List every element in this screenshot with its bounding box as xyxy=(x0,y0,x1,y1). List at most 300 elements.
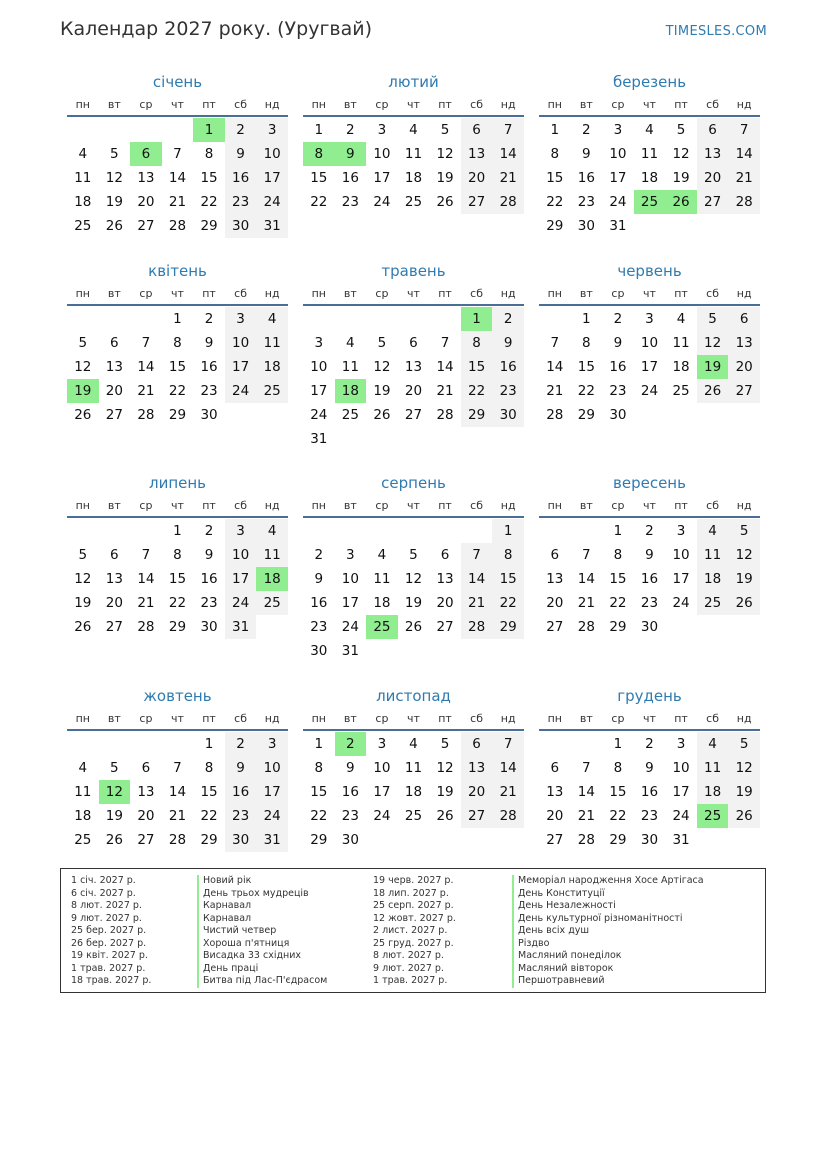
empty-cell xyxy=(99,118,131,142)
week-row xyxy=(67,615,288,639)
day-cell: 2 xyxy=(346,122,355,138)
weekday-label: нд xyxy=(736,287,752,300)
week-row xyxy=(303,615,524,639)
weekday-label: вт xyxy=(579,712,593,725)
empty-cell xyxy=(225,403,257,427)
day-cell: 22 xyxy=(168,383,187,399)
week-row xyxy=(67,804,288,828)
legend-holiday-name: Хороша п'ятниця xyxy=(197,938,327,951)
weekday-label: вт xyxy=(343,287,357,300)
empty-cell xyxy=(130,307,162,331)
week-row xyxy=(303,331,524,355)
day-cell: 2 xyxy=(204,311,214,327)
day-cell: 16 xyxy=(200,571,218,587)
empty-cell xyxy=(697,214,729,238)
day-cell: 1 xyxy=(613,523,623,539)
weekday-label: пн xyxy=(311,98,326,111)
day-cell: 13 xyxy=(546,571,564,587)
day-cell: 21 xyxy=(577,808,595,824)
legend-date: 8 лют. 2027 р. xyxy=(71,900,142,911)
week-row xyxy=(67,828,288,852)
month-block xyxy=(539,686,760,852)
weekday-label: чт xyxy=(407,712,420,725)
weekday-header xyxy=(303,496,524,516)
day-cell: 22 xyxy=(168,595,187,611)
page-title: Календар 2027 року. (Уругвай) xyxy=(60,18,373,40)
empty-cell xyxy=(429,639,461,663)
weekday-header xyxy=(303,95,524,115)
weekday-label: вт xyxy=(579,499,593,512)
month-name: квітень xyxy=(148,262,207,280)
empty-cell xyxy=(571,732,603,756)
empty-cell xyxy=(728,403,760,427)
day-cell: 19 xyxy=(105,808,123,824)
weekend-day: 15 xyxy=(492,567,524,591)
holiday-day: 18 xyxy=(335,379,367,403)
day-cell: 18 xyxy=(640,170,659,186)
empty-cell xyxy=(162,732,194,756)
legend-date: 25 груд. 2027 р. xyxy=(373,937,454,949)
day-cell: 1 xyxy=(314,122,324,138)
day-cell: 13 xyxy=(137,784,155,800)
day-cell: 26 xyxy=(436,194,454,210)
weekend-day: 28 xyxy=(492,804,524,828)
day-cell: 11 xyxy=(672,335,690,351)
day-cell: 13 xyxy=(436,571,454,587)
weekday-label: нд xyxy=(500,712,516,725)
week-row xyxy=(539,567,760,591)
week-row xyxy=(67,567,288,591)
holiday-day: 1 xyxy=(193,118,225,142)
day-cell: 7 xyxy=(173,760,182,776)
weekend-day: 31 xyxy=(256,214,288,238)
day-cell: 18 xyxy=(74,808,92,824)
weekday-label: пт xyxy=(674,712,688,725)
day-cell: 21 xyxy=(137,595,155,611)
weekend-day: 14 xyxy=(461,567,493,591)
weekend-day: 19 xyxy=(728,780,760,804)
legend-holiday-name: Карнавал xyxy=(197,900,327,913)
week-row xyxy=(539,519,760,543)
day-cell: 16 xyxy=(200,359,218,375)
day-cell: 26 xyxy=(105,218,123,234)
empty-cell xyxy=(67,519,99,543)
holiday-day: 19 xyxy=(697,355,729,379)
weekday-label: сб xyxy=(470,712,484,725)
day-cell: 30 xyxy=(640,832,659,848)
week-row xyxy=(67,519,288,543)
day-cell: 21 xyxy=(137,383,155,399)
week-row xyxy=(303,307,524,331)
day-cell: 20 xyxy=(105,595,123,611)
day-cell: 22 xyxy=(577,383,595,399)
holiday-day: 8 xyxy=(303,142,335,166)
legend-date: 6 січ. 2027 р. xyxy=(71,887,136,899)
weekday-label: нд xyxy=(264,712,280,725)
day-cell: 17 xyxy=(341,595,359,611)
day-cell: 14 xyxy=(137,571,155,587)
day-cell: 27 xyxy=(105,619,123,635)
day-cell: 17 xyxy=(373,170,391,186)
day-cell: 5 xyxy=(440,122,450,138)
weekend-day: 22 xyxy=(492,591,524,615)
weekend-day: 23 xyxy=(225,190,257,214)
empty-cell xyxy=(697,828,729,852)
day-cell: 3 xyxy=(645,311,654,327)
weekday-label: пн xyxy=(311,287,326,300)
weekday-label: пт xyxy=(202,499,216,512)
empty-cell xyxy=(366,519,398,543)
legend-holiday-name: Масляний вівторок xyxy=(512,963,704,976)
day-cell: 26 xyxy=(74,407,92,423)
brand-link[interactable]: TIMESLES.COM xyxy=(665,24,767,39)
weekend-day: 26 xyxy=(697,379,729,403)
week-row xyxy=(539,543,760,567)
weekend-day: 12 xyxy=(697,331,729,355)
holiday-day: 6 xyxy=(130,142,162,166)
week-row xyxy=(67,780,288,804)
week-row xyxy=(303,355,524,379)
weekday-label: сб xyxy=(234,712,248,725)
header-rule xyxy=(67,304,288,306)
weekend-day: 6 xyxy=(461,732,493,756)
day-cell: 28 xyxy=(137,619,155,635)
weekend-day: 9 xyxy=(492,331,524,355)
day-cell: 11 xyxy=(74,170,92,186)
day-cell: 24 xyxy=(609,194,627,210)
legend-date: 1 трав. 2027 р. xyxy=(373,975,448,986)
weekend-day: 28 xyxy=(492,190,524,214)
day-cell: 7 xyxy=(550,335,560,351)
weekday-label: вт xyxy=(107,712,121,725)
day-cell: 10 xyxy=(672,547,690,563)
weekend-day: 24 xyxy=(256,804,288,828)
weekday-label: ср xyxy=(375,712,389,725)
weekday-label: чт xyxy=(407,499,420,512)
week-row xyxy=(539,190,760,214)
day-cell: 14 xyxy=(546,359,564,375)
day-cell: 2 xyxy=(645,736,654,752)
day-cell: 29 xyxy=(310,832,328,848)
day-cell: 19 xyxy=(105,194,123,210)
day-cell: 18 xyxy=(373,595,391,611)
weekend-day: 9 xyxy=(225,142,257,166)
day-cell: 15 xyxy=(200,784,218,800)
empty-cell xyxy=(398,828,430,852)
day-cell: 29 xyxy=(609,619,627,635)
empty-cell xyxy=(398,519,430,543)
week-row xyxy=(539,355,760,379)
day-cell: 12 xyxy=(436,146,454,162)
weekend-day: 23 xyxy=(492,379,524,403)
weekday-label: пн xyxy=(547,287,562,300)
day-cell: 24 xyxy=(310,407,328,423)
day-cell: 5 xyxy=(78,547,88,563)
weekday-header xyxy=(539,284,760,304)
week-row xyxy=(303,142,524,166)
day-cell: 24 xyxy=(373,808,391,824)
weekday-label: нд xyxy=(264,499,280,512)
day-cell: 31 xyxy=(341,643,359,659)
day-cell: 22 xyxy=(546,194,564,210)
day-cell: 3 xyxy=(377,122,387,138)
weekend-day: 13 xyxy=(728,331,760,355)
weekend-day: 2 xyxy=(225,732,257,756)
day-cell: 22 xyxy=(609,595,627,611)
week-row xyxy=(303,828,524,852)
day-cell: 25 xyxy=(672,383,690,399)
weekday-label: вт xyxy=(343,712,357,725)
week-row xyxy=(67,214,288,238)
month-block xyxy=(67,261,288,427)
day-cell: 1 xyxy=(550,122,560,138)
day-cell: 30 xyxy=(200,407,218,423)
empty-cell xyxy=(461,639,493,663)
weekend-day: 19 xyxy=(728,567,760,591)
weekday-label: сб xyxy=(234,98,248,111)
legend-holiday-name: День культурної різноманітності xyxy=(512,913,704,926)
empty-cell xyxy=(728,615,760,639)
month-block xyxy=(539,473,760,639)
day-cell: 26 xyxy=(436,808,454,824)
day-cell: 23 xyxy=(341,194,359,210)
holiday-day: 2 xyxy=(335,732,367,756)
weekend-day: 16 xyxy=(225,166,257,190)
empty-cell xyxy=(303,519,335,543)
day-cell: 6 xyxy=(110,547,119,563)
week-row xyxy=(303,403,524,427)
day-cell: 14 xyxy=(436,359,454,375)
empty-cell xyxy=(67,118,99,142)
day-cell: 28 xyxy=(168,832,187,848)
weekday-label: нд xyxy=(500,98,516,111)
month-name: червень xyxy=(617,262,682,280)
empty-cell xyxy=(366,828,398,852)
legend-holiday-name: День Конституції xyxy=(512,888,704,901)
day-cell: 12 xyxy=(404,571,423,587)
day-cell: 20 xyxy=(546,595,564,611)
week-row xyxy=(539,591,760,615)
legend-date: 1 трав. 2027 р. xyxy=(71,962,146,974)
day-cell: 21 xyxy=(577,595,595,611)
weekend-day: 21 xyxy=(461,591,493,615)
legend-date: 12 жовт. 2027 р. xyxy=(373,912,456,924)
empty-cell xyxy=(398,307,430,331)
empty-cell xyxy=(429,519,461,543)
day-cell: 15 xyxy=(546,170,564,186)
weekend-day: 25 xyxy=(256,379,288,403)
empty-cell xyxy=(303,307,335,331)
holiday-day: 18 xyxy=(256,567,288,591)
weekday-label: вт xyxy=(343,499,357,512)
day-cell: 1 xyxy=(613,736,623,752)
day-cell: 8 xyxy=(173,335,182,351)
day-cell: 28 xyxy=(137,407,155,423)
day-cell: 9 xyxy=(645,547,654,563)
day-cell: 25 xyxy=(74,218,92,234)
day-cell: 15 xyxy=(310,784,328,800)
empty-cell xyxy=(366,307,398,331)
header-rule xyxy=(539,115,760,117)
day-cell: 8 xyxy=(613,547,623,563)
day-cell: 31 xyxy=(672,832,690,848)
day-cell: 1 xyxy=(314,736,324,752)
weekend-day: 28 xyxy=(461,615,493,639)
month-block xyxy=(67,686,288,852)
weekend-day: 20 xyxy=(461,166,493,190)
week-row xyxy=(303,732,524,756)
weekday-header xyxy=(303,709,524,729)
weekday-label: пт xyxy=(438,712,452,725)
empty-cell xyxy=(665,214,697,238)
empty-cell xyxy=(67,307,99,331)
empty-cell xyxy=(539,519,571,543)
week-row xyxy=(67,307,288,331)
empty-cell xyxy=(728,214,760,238)
day-cell: 12 xyxy=(105,170,123,186)
holiday-day: 12 xyxy=(99,780,131,804)
day-cell: 25 xyxy=(74,832,92,848)
week-row xyxy=(539,403,760,427)
day-cell: 19 xyxy=(436,784,454,800)
weekday-label: ср xyxy=(611,98,625,111)
day-cell: 21 xyxy=(168,808,187,824)
weekday-label: нд xyxy=(500,499,516,512)
day-cell: 19 xyxy=(74,595,92,611)
day-cell: 15 xyxy=(200,170,218,186)
weekend-day: 15 xyxy=(461,355,493,379)
weekend-day: 30 xyxy=(225,828,257,852)
weekend-day: 7 xyxy=(461,543,493,567)
weekday-label: сб xyxy=(470,287,484,300)
week-row xyxy=(67,543,288,567)
legend-date: 9 лют. 2027 р. xyxy=(373,962,444,974)
day-cell: 30 xyxy=(200,619,218,635)
day-cell: 26 xyxy=(105,832,123,848)
empty-cell xyxy=(429,828,461,852)
weekday-label: вт xyxy=(107,499,121,512)
day-cell: 25 xyxy=(404,194,423,210)
weekday-label: ср xyxy=(611,287,625,300)
day-cell: 14 xyxy=(577,784,595,800)
weekday-header xyxy=(539,709,760,729)
weekday-label: вт xyxy=(107,98,121,111)
day-cell: 16 xyxy=(341,170,359,186)
month-name: січень xyxy=(152,73,203,91)
empty-cell xyxy=(728,828,760,852)
weekend-day: 10 xyxy=(256,142,288,166)
day-cell: 16 xyxy=(341,784,359,800)
weekday-label: пн xyxy=(547,98,562,111)
day-cell: 9 xyxy=(645,760,654,776)
day-cell: 10 xyxy=(609,146,627,162)
day-cell: 29 xyxy=(200,832,218,848)
empty-cell xyxy=(335,519,367,543)
day-cell: 3 xyxy=(613,122,623,138)
weekend-day: 17 xyxy=(256,780,288,804)
empty-cell xyxy=(492,639,524,663)
day-cell: 9 xyxy=(582,146,591,162)
empty-cell xyxy=(162,118,194,142)
day-cell: 28 xyxy=(577,832,595,848)
empty-cell xyxy=(99,519,131,543)
legend-holiday-name: Різдво xyxy=(512,938,704,951)
weekday-header xyxy=(539,95,760,115)
week-row xyxy=(303,591,524,615)
day-cell: 11 xyxy=(341,359,359,375)
weekend-day: 13 xyxy=(697,142,729,166)
day-cell: 5 xyxy=(377,335,387,351)
weekend-day: 10 xyxy=(225,331,257,355)
weekday-label: пн xyxy=(75,499,90,512)
weekday-label: пн xyxy=(311,499,326,512)
weekday-label: вт xyxy=(579,287,593,300)
day-cell: 2 xyxy=(645,523,654,539)
empty-cell xyxy=(130,118,162,142)
legend-holiday-name: День всіх душ xyxy=(512,925,704,938)
weekday-label: пн xyxy=(75,712,90,725)
legend-date: 1 січ. 2027 р. xyxy=(71,875,136,886)
weekend-day: 31 xyxy=(225,615,257,639)
day-cell: 25 xyxy=(404,808,423,824)
day-cell: 9 xyxy=(204,547,214,563)
week-row xyxy=(303,118,524,142)
weekend-day: 1 xyxy=(492,519,524,543)
day-cell: 7 xyxy=(582,760,591,776)
legend-date: 19 черв. 2027 р. xyxy=(373,875,454,886)
month-block xyxy=(67,473,288,639)
day-cell: 27 xyxy=(404,407,423,423)
day-cell: 5 xyxy=(676,122,686,138)
weekend-day: 7 xyxy=(492,732,524,756)
weekend-day: 30 xyxy=(492,403,524,427)
weekend-day: 3 xyxy=(256,732,288,756)
weekend-day: 3 xyxy=(225,307,257,331)
weekday-header xyxy=(539,496,760,516)
header-rule xyxy=(303,516,524,518)
day-cell: 26 xyxy=(373,407,391,423)
holiday-day: 26 xyxy=(665,190,697,214)
weekday-label: пн xyxy=(75,98,90,111)
day-cell: 30 xyxy=(640,619,659,635)
day-cell: 4 xyxy=(676,311,686,327)
week-row xyxy=(67,190,288,214)
day-cell: 21 xyxy=(436,383,454,399)
weekday-label: пт xyxy=(202,287,216,300)
day-cell: 30 xyxy=(577,218,595,234)
weekday-label: чт xyxy=(171,98,184,111)
empty-cell xyxy=(67,732,99,756)
weekend-day: 6 xyxy=(728,307,760,331)
weekend-day: 11 xyxy=(256,331,288,355)
weekend-day: 21 xyxy=(492,166,524,190)
weekend-day: 4 xyxy=(697,519,729,543)
empty-cell xyxy=(461,427,493,451)
day-cell: 9 xyxy=(314,571,324,587)
weekday-label: нд xyxy=(736,499,752,512)
weekend-day: 27 xyxy=(728,379,760,403)
weekday-label: чт xyxy=(643,712,656,725)
weekday-label: чт xyxy=(643,98,656,111)
day-cell: 22 xyxy=(310,194,328,210)
month-block xyxy=(303,686,524,852)
weekday-label: пн xyxy=(75,287,90,300)
day-cell: 11 xyxy=(373,571,391,587)
day-cell: 7 xyxy=(582,547,591,563)
day-cell: 18 xyxy=(672,359,690,375)
legend-holiday-name: День трьох мудреців xyxy=(197,888,327,901)
day-cell: 27 xyxy=(436,619,454,635)
